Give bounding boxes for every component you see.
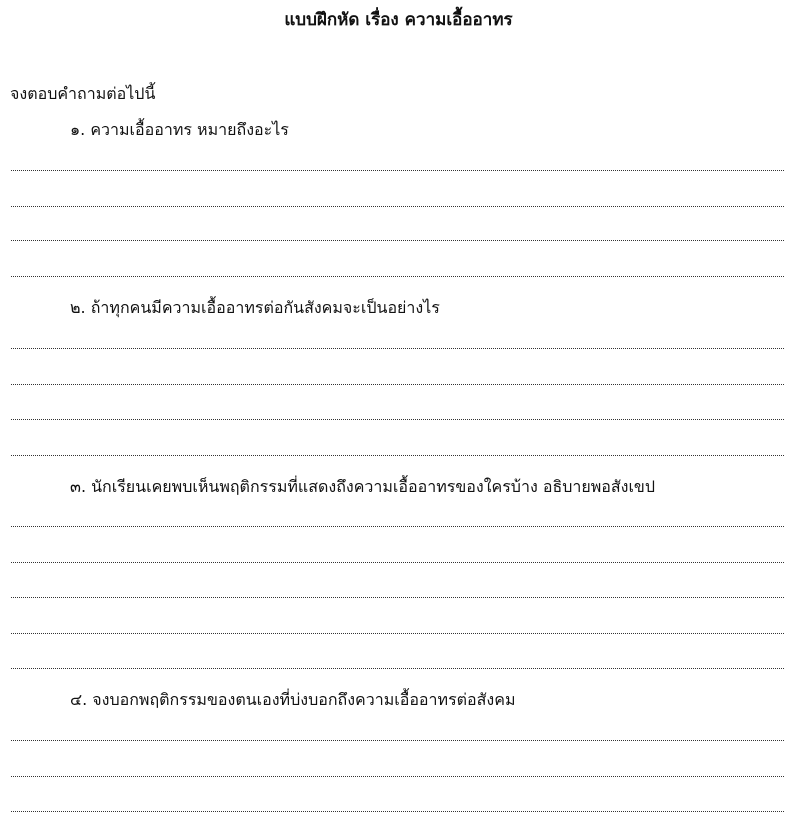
answer-line[interactable] <box>11 668 784 669</box>
question-3: ๓. นักเรียนเคยพบเห็นพฤติกรรมที่แสดงถึงความเอื้ออาทรของใครบ้าง อธิบายพอสังเขป <box>70 477 656 496</box>
question-4: ๔. จงบอกพฤติกรรมของตนเองที่บ่งบอกถึงความเอื้ออาทรต่อสังคม <box>70 690 516 709</box>
answer-line[interactable] <box>11 526 784 527</box>
worksheet-title: แบบฝึกหัด เรื่อง ความเอื้ออาทร <box>284 10 513 30</box>
answer-line[interactable] <box>11 170 784 171</box>
answer-line[interactable] <box>11 633 784 634</box>
answer-line[interactable] <box>11 276 784 277</box>
answer-line[interactable] <box>11 455 784 456</box>
answer-line[interactable] <box>11 384 784 385</box>
answer-line[interactable] <box>11 740 784 741</box>
answer-line[interactable] <box>11 776 784 777</box>
answer-line[interactable] <box>11 811 784 812</box>
question-2: ๒. ถ้าทุกคนมีความเอื้ออาทรต่อกันสังคมจะเป็นอย่างไร <box>70 298 440 317</box>
question-1: ๑. ความเอื้ออาทร หมายถึงอะไร <box>70 120 289 139</box>
answer-line[interactable] <box>11 562 784 563</box>
answer-line[interactable] <box>11 419 784 420</box>
answer-line[interactable] <box>11 348 784 349</box>
instruction-text: จงตอบคำถามต่อไปนี้ <box>10 84 156 103</box>
answer-line[interactable] <box>11 206 784 207</box>
answer-line[interactable] <box>11 597 784 598</box>
answer-line[interactable] <box>11 240 784 241</box>
